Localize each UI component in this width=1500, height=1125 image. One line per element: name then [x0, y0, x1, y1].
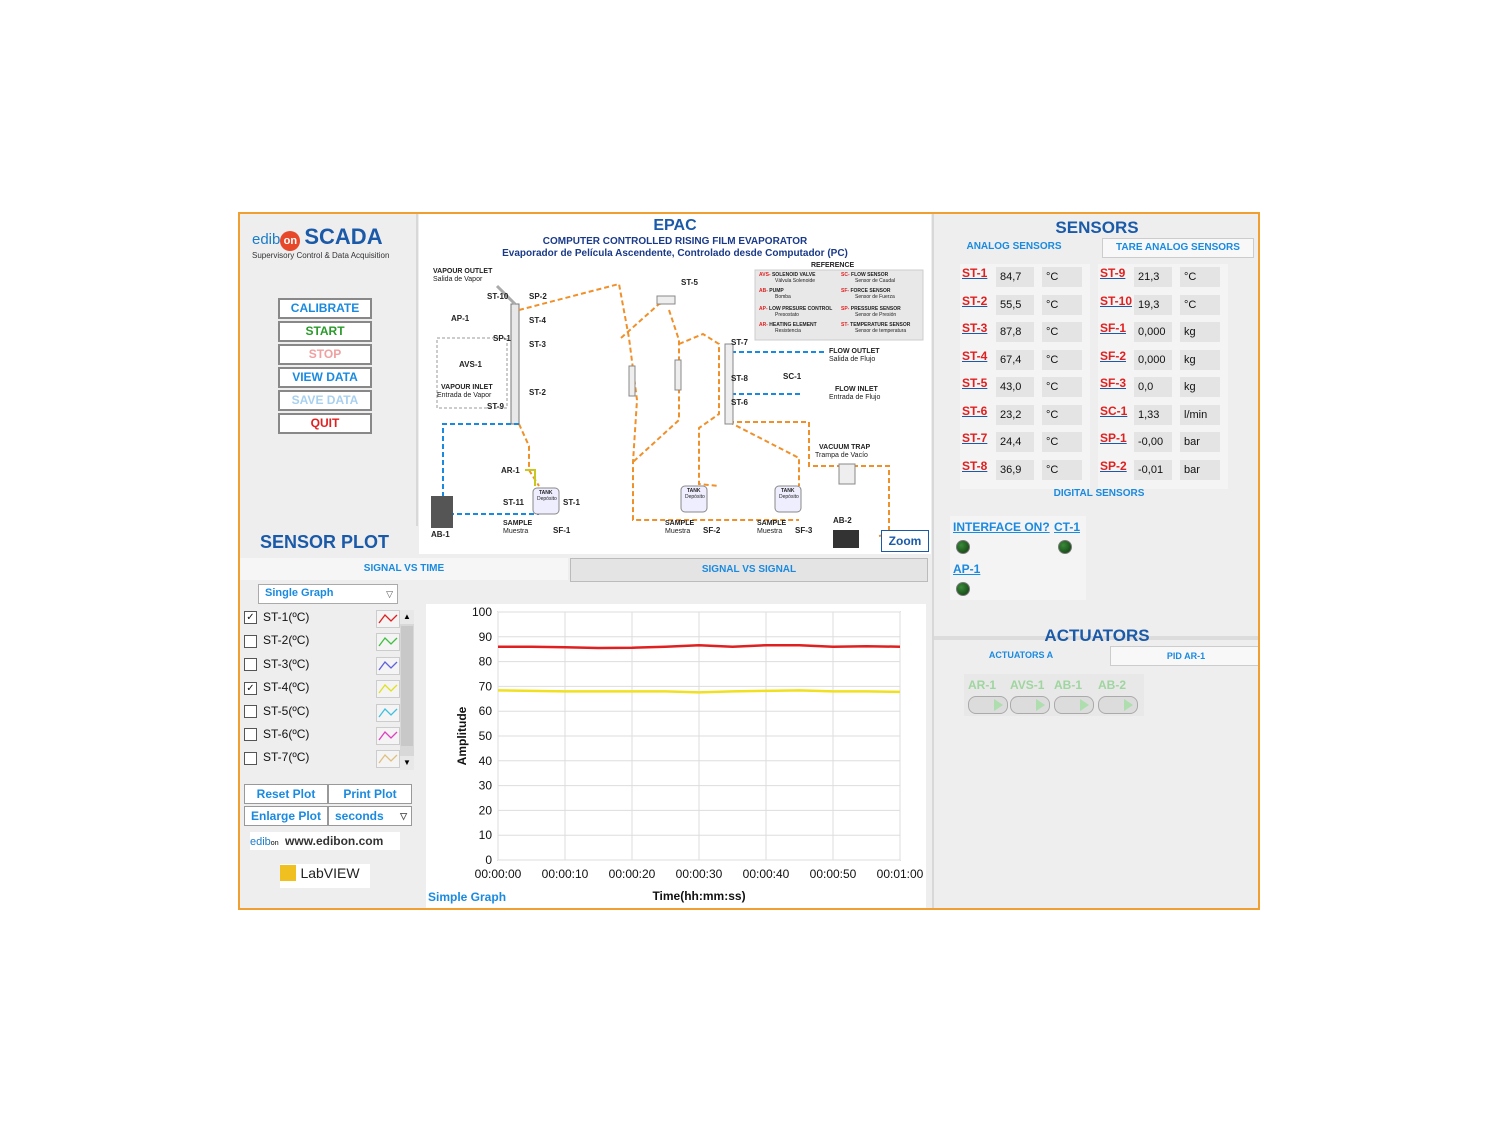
sample-label-3: SAMPLE — [757, 520, 787, 527]
tab-pid-ar1[interactable]: PID AR-1 — [1110, 646, 1260, 666]
sensor-name[interactable]: SF-2 — [1100, 348, 1127, 363]
channel-color-swatch[interactable] — [376, 610, 400, 628]
y-tick-label: 60 — [478, 704, 492, 719]
line-chart — [426, 604, 926, 910]
sensor-unit: kg — [1180, 322, 1220, 342]
piping-schematic — [419, 214, 931, 554]
channel-checkbox[interactable]: ✓ — [244, 611, 257, 624]
print-plot-button[interactable]: Print Plot — [328, 784, 412, 804]
sensor-value: 19,3 — [1134, 295, 1172, 315]
sensor-unit: °C — [1180, 267, 1220, 287]
y-tick-label: 70 — [478, 679, 492, 694]
sensor-unit: °C — [1042, 432, 1082, 452]
tag-st3[interactable]: ST-3 — [529, 340, 546, 349]
tag-ap1[interactable]: AP-1 — [451, 314, 470, 323]
labview-logo — [280, 864, 370, 888]
sensor-value: 84,7 — [996, 267, 1034, 287]
zoom-button[interactable]: Zoom — [881, 530, 929, 552]
sensor-name[interactable]: SF-1 — [1100, 321, 1127, 335]
sensor-value: 0,0 — [1134, 377, 1172, 397]
tag-sf1[interactable]: SF-1 — [553, 526, 571, 535]
vapour-outlet-label: VAPOUR OUTLET — [433, 268, 493, 275]
channel-label: ST-6(ºC) — [263, 727, 310, 741]
sensor-value: 43,0 — [996, 377, 1034, 397]
sensor-name[interactable]: SP-2 — [1100, 458, 1127, 473]
sensor-unit: °C — [1042, 405, 1082, 425]
calibrate-button[interactable]: CALIBRATE — [278, 298, 372, 319]
tag-ar1[interactable]: AR-1 — [501, 466, 520, 475]
save-data-button[interactable]: SAVE DATA — [278, 390, 372, 411]
tab-actuators-a[interactable]: ACTUATORS A — [988, 650, 1054, 660]
diagram-subtitle-es: Evaporador de Película Ascendente, Controlado desde Computador (PC) — [502, 248, 848, 259]
sensor-value: 36,9 — [996, 460, 1034, 480]
sample-label-3-es: Muestra — [757, 528, 783, 535]
reference-label: REFERENCE — [811, 262, 855, 269]
y-tick-label: 0 — [485, 853, 492, 867]
flow-inlet-label: FLOW INLET — [835, 386, 878, 393]
sensor-value: -0,00 — [1134, 432, 1172, 452]
sensor-row — [1100, 404, 1226, 426]
actuator-ab1-toggle[interactable] — [1054, 696, 1094, 714]
tag-st4[interactable]: ST-4 — [529, 316, 546, 325]
tank-label-3-es: Depósito — [779, 494, 799, 500]
channel-row — [244, 633, 309, 651]
channel-color-swatch[interactable] — [376, 633, 400, 651]
actuator-ab2-label: AB-2 — [1098, 678, 1127, 692]
vacuum-trap-label: VACUUM TRAP — [819, 444, 871, 451]
channel-label: ST-1(ºC) — [263, 610, 310, 624]
sensor-name[interactable]: ST-3 — [962, 321, 988, 335]
actuators-title: ACTUATORS — [1044, 626, 1150, 645]
sensor-name[interactable]: ST-5 — [962, 376, 988, 390]
vapour-inlet-label: VAPOUR INLET — [441, 384, 493, 391]
digital-sensors-box — [950, 516, 1086, 600]
tab-analog-sensors[interactable]: ANALOG SENSORS — [944, 238, 1084, 256]
tag-st11[interactable]: ST-11 — [503, 498, 524, 507]
simple-graph-label: Simple Graph — [428, 890, 507, 904]
y-tick-label: 100 — [471, 605, 492, 619]
graph-mode-value: Single Graph — [265, 587, 334, 599]
channel-row — [244, 680, 309, 698]
tank-label-3: TANK — [781, 488, 795, 494]
tab-signal-vs-time[interactable]: SIGNAL VS TIME — [240, 558, 568, 580]
time-units-value: seconds — [335, 809, 384, 823]
digital-sensors-title: DIGITAL SENSORS — [1053, 488, 1145, 499]
channel-color-swatch[interactable] — [376, 727, 400, 745]
actuator-avs1-label: AVS-1 — [1010, 678, 1045, 692]
chart-panel — [426, 604, 926, 910]
tank-label-2-es: Depósito — [685, 494, 705, 500]
sample-label-2-es: Muestra — [665, 528, 691, 535]
vapour-outlet-label-es: Salida de Vapor — [433, 276, 483, 283]
channel-color-swatch[interactable] — [376, 657, 400, 675]
tag-sc1[interactable]: SC-1 — [783, 372, 802, 381]
sensor-row — [962, 376, 1088, 398]
stop-button[interactable]: STOP — [278, 344, 372, 365]
actuator-buttons — [964, 674, 1144, 716]
sensor-value: 24,4 — [996, 432, 1034, 452]
tag-st5[interactable]: ST-5 — [681, 278, 698, 287]
edibon-web-logo: edibon www.edibon.com — [250, 832, 400, 850]
process-diagram — [419, 214, 931, 554]
sensor-row — [1100, 321, 1226, 343]
y-tick-label: 10 — [478, 828, 492, 843]
sensor-name[interactable]: ST-6 — [962, 403, 988, 418]
channel-label: ST-4(ºC) — [263, 680, 310, 695]
tag-avs1[interactable]: AVS-1 — [459, 360, 482, 369]
actuator-ab1-label: AB-1 — [1054, 678, 1083, 692]
tag-ab2[interactable]: AB-2 — [833, 516, 852, 525]
toggle-arrow-icon — [1080, 699, 1089, 711]
y-tick-label: 40 — [478, 753, 492, 768]
x-tick-label: 00:00:20 — [608, 867, 656, 881]
graph-mode-select[interactable] — [258, 584, 398, 604]
tag-st2[interactable]: ST-2 — [529, 388, 546, 397]
sensor-row — [1100, 459, 1226, 481]
tank-label-1: TANK — [539, 490, 553, 496]
chevron-down-icon: ▽ — [386, 589, 393, 599]
sensor-row — [962, 266, 1088, 288]
reset-plot-button[interactable]: Reset Plot — [244, 784, 328, 804]
x-tick-label: 00:00:50 — [809, 867, 857, 881]
actuator-ab2-toggle[interactable] — [1098, 696, 1138, 714]
sample-label-1: SAMPLE — [503, 520, 533, 527]
sensor-row — [1100, 376, 1226, 398]
scroll-down-icon[interactable]: ▼ — [400, 756, 414, 770]
channel-list — [240, 610, 416, 770]
logo-scada: SCADA — [304, 224, 383, 249]
sensor-row — [1100, 431, 1226, 453]
x-tick-label: 00:00:00 — [474, 867, 522, 881]
sensor-value: 0,000 — [1134, 322, 1172, 342]
sensor-value: 1,33 — [1134, 405, 1172, 425]
view-data-button[interactable]: VIEW DATA — [278, 367, 372, 388]
diagram-subtitle: COMPUTER CONTROLLED RISING FILM EVAPORATOR — [542, 236, 808, 247]
sensor-unit: kg — [1180, 350, 1220, 370]
sensor-name[interactable]: ST-8 — [962, 458, 988, 473]
y-axis-label: Amplitude — [455, 706, 469, 766]
sensor-name[interactable]: ST-4 — [962, 348, 988, 363]
actuator-avs1-toggle[interactable] — [1010, 696, 1050, 714]
toggle-arrow-icon — [1036, 699, 1045, 711]
sensor-value: 21,3 — [1134, 267, 1172, 287]
x-tick-label: 00:00:40 — [742, 867, 790, 881]
sensor-name[interactable]: SP-1 — [1100, 431, 1127, 445]
diagram-title: EPAC — [653, 217, 697, 234]
flow-inlet-label-es: Entrada de Flujo — [829, 394, 881, 401]
sensor-unit: bar — [1180, 460, 1220, 480]
sensor-unit: °C — [1042, 377, 1082, 397]
labview-label: LabVIEW — [300, 864, 360, 881]
channel-row — [244, 657, 309, 675]
sensor-value: 0,000 — [1134, 350, 1172, 370]
y-tick-label: 20 — [478, 803, 492, 818]
tank-label-1-es: Depósito — [537, 496, 557, 502]
tab-signal-vs-signal[interactable]: SIGNAL VS SIGNAL — [570, 558, 928, 582]
channel-label: ST-3(ºC) — [263, 656, 310, 671]
time-units-select[interactable] — [328, 806, 412, 826]
control-panel — [240, 214, 418, 526]
sensor-row — [1100, 294, 1226, 316]
y-tick-label: 90 — [478, 629, 492, 644]
tag-sf2[interactable]: SF-2 — [703, 526, 721, 535]
sensor-unit: l/min — [1180, 405, 1220, 425]
tag-sf3[interactable]: SF-3 — [795, 526, 813, 535]
flow-outlet-label: FLOW OUTLET — [829, 348, 880, 355]
sensors-panel — [932, 214, 1260, 910]
website-label: www.edibon.com — [285, 834, 384, 848]
tag-st6[interactable]: ST-6 — [731, 398, 748, 407]
x-axis-label: Time(hh:mm:ss) — [652, 889, 746, 903]
digital-ap1-label: AP-1 — [953, 562, 981, 576]
toggle-arrow-icon — [994, 699, 1003, 711]
sensor-name[interactable]: ST-7 — [962, 431, 988, 445]
tag-st9[interactable]: ST-9 — [487, 402, 504, 411]
sensor-name[interactable]: ST-2 — [962, 293, 988, 308]
actuator-ar1-label: AR-1 — [968, 678, 997, 692]
logo-subtitle: Supervisory Control & Data Acquisition — [252, 251, 390, 260]
x-tick-label: 00:00:10 — [541, 867, 589, 881]
channel-checkbox[interactable]: ✓ — [244, 682, 257, 695]
sensor-value: 55,5 — [996, 295, 1034, 315]
channel-checkbox[interactable] — [244, 728, 257, 741]
sensor-row — [962, 404, 1088, 426]
tag-st7[interactable]: ST-7 — [731, 338, 748, 347]
channel-checkbox[interactable] — [244, 705, 257, 718]
scroll-up-icon[interactable]: ▲ — [400, 610, 414, 624]
sensor-row — [962, 321, 1088, 343]
channel-row — [244, 727, 309, 745]
tag-st1[interactable]: ST-1 — [563, 498, 580, 507]
quit-button[interactable]: QUIT — [278, 413, 372, 434]
sensor-name[interactable]: SF-3 — [1100, 376, 1127, 390]
labview-icon — [280, 865, 296, 881]
enlarge-plot-button[interactable]: Enlarge Plot — [244, 806, 328, 826]
sensor-unit: kg — [1180, 377, 1220, 397]
digital-ct1-label: CT-1 — [1054, 520, 1081, 534]
channel-checkbox[interactable] — [244, 658, 257, 671]
sensor-plot-title: SENSOR PLOT — [260, 532, 390, 552]
sensor-name[interactable]: ST-10 — [1100, 293, 1133, 308]
sensor-row — [1100, 349, 1226, 371]
digital-interface-label: INTERFACE ON? — [953, 520, 1050, 534]
channel-color-swatch[interactable] — [376, 704, 400, 722]
sensor-row — [962, 459, 1088, 481]
analog-sensors-right — [1098, 264, 1228, 489]
tag-sp2[interactable]: SP-2 — [529, 292, 547, 301]
sensor-unit: °C — [1042, 350, 1082, 370]
sensor-unit: °C — [1042, 295, 1082, 315]
sensor-value: -0,01 — [1134, 460, 1172, 480]
ct1-led — [1058, 540, 1072, 554]
sensor-name[interactable]: ST-9 — [1100, 266, 1126, 280]
channel-label: ST-7(ºC) — [263, 750, 310, 765]
analog-sensors-left — [960, 264, 1090, 489]
sample-label-1-es: Muestra — [503, 528, 529, 535]
sensor-unit: °C — [1042, 460, 1082, 480]
y-tick-label: 50 — [478, 729, 492, 743]
x-tick-label: 00:00:30 — [675, 867, 723, 881]
start-button[interactable]: START — [278, 321, 372, 342]
x-tick-label: 00:01:00 — [876, 867, 924, 881]
sensor-unit: °C — [1180, 295, 1220, 315]
sensor-plot-section — [240, 526, 930, 910]
logo-on: on — [280, 231, 300, 251]
sensor-name[interactable]: ST-1 — [962, 266, 988, 280]
sensor-value: 87,8 — [996, 322, 1034, 342]
channel-checkbox[interactable] — [244, 752, 257, 765]
interface-led — [956, 540, 970, 554]
sensor-value: 67,4 — [996, 350, 1034, 370]
channel-checkbox[interactable] — [244, 635, 257, 648]
channel-row — [244, 610, 309, 628]
sensors-title: SENSORS — [1055, 218, 1139, 237]
tank-label-2: TANK — [687, 488, 701, 494]
chevron-down-icon: ▽ — [400, 811, 407, 821]
sensor-row — [962, 294, 1088, 316]
actuator-ar1-toggle[interactable] — [968, 696, 1008, 714]
reference-legend: AVS- SOLENOID VALVE Válvula Solenoide SC- FLOW SENSOR Sensor de Caudal AB- PUMP Bomba SF- FORCE SENSOR Sensor de Fuerza AP- LOW PRESURE CONTROL Presostato SP- PRESSURE SENSOR Sensor de Presión AR- HEATING ELEMENT Resistencia ST- TEMPERATURE SENSOR Sensor de temperatura — [759, 272, 911, 334]
tag-st8[interactable]: ST-8 — [731, 374, 748, 383]
tab-tare-analog-sensors[interactable]: TARE ANALOG SENSORS — [1102, 238, 1254, 258]
tag-ab1[interactable]: AB-1 — [431, 530, 450, 539]
channel-color-swatch[interactable] — [376, 680, 400, 698]
channel-color-swatch[interactable] — [376, 750, 400, 768]
y-tick-label: 30 — [478, 778, 492, 793]
sample-label-2: SAMPLE — [665, 520, 695, 527]
sensor-value: 23,2 — [996, 405, 1034, 425]
sensor-unit: °C — [1042, 267, 1082, 287]
scroll-thumb[interactable] — [401, 626, 413, 746]
toggle-arrow-icon — [1124, 699, 1133, 711]
sensor-row — [962, 431, 1088, 453]
vapour-inlet-label-es: Entrada de Vapor — [437, 392, 492, 399]
sensor-unit: °C — [1042, 322, 1082, 342]
logo-edi: edib — [252, 231, 281, 248]
channel-label: ST-2(ºC) — [263, 633, 310, 648]
vacuum-trap-label-es: Trampa de Vacío — [815, 452, 868, 459]
flow-outlet-label-es: Salida de Flujo — [829, 356, 876, 363]
tag-sp1[interactable]: SP-1 — [493, 334, 511, 343]
channel-row — [244, 750, 309, 768]
ap1-led — [956, 582, 970, 596]
channel-label: ST-5(ºC) — [263, 703, 310, 718]
channel-row — [244, 704, 309, 722]
tag-st10[interactable]: ST-10 — [487, 292, 509, 301]
channel-scrollbar[interactable] — [400, 610, 414, 770]
sensor-row — [1100, 266, 1226, 288]
sensor-unit: bar — [1180, 432, 1220, 452]
sensor-row — [962, 349, 1088, 371]
edibon-scada-logo — [252, 224, 412, 264]
sensor-name[interactable]: SC-1 — [1100, 403, 1128, 418]
app-window — [238, 212, 1260, 910]
y-tick-label: 80 — [478, 654, 492, 669]
